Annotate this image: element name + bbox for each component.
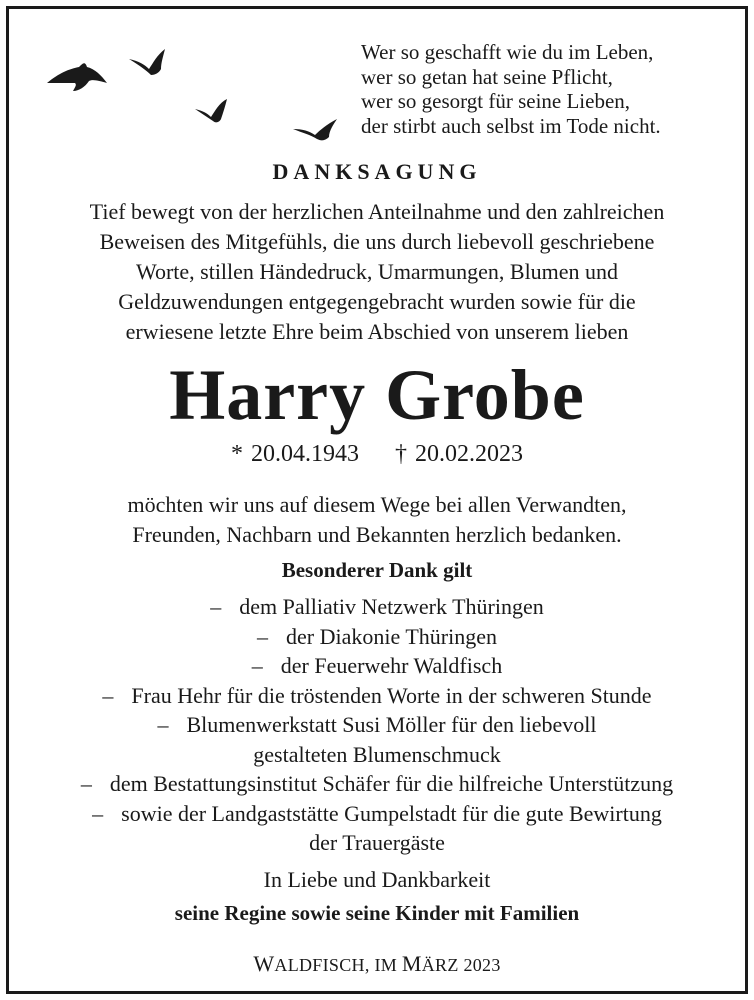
list-item: – Blumenwerkstatt Susi Möller für den liebevoll [9, 710, 745, 740]
bird-icon [47, 63, 107, 91]
poem-line: wer so gesorgt für seine Lieben, [361, 89, 631, 113]
birth-date: * 20.04.1943 [231, 441, 359, 467]
list-item: – dem Bestattungsinstitut Schäfer für die hilfreiche Unterstützung [9, 769, 745, 799]
dash-icon: – [210, 594, 222, 619]
special-thanks-list [9, 592, 745, 858]
list-item: – Frau Hehr für die tröstenden Worte in der schweren Stunde [9, 681, 745, 711]
place-date: WALDFISCH, IM MÄRZ 2023 [253, 951, 501, 976]
poem-line: Wer so geschafft wie du im Leben, [361, 40, 654, 64]
bird-icon [293, 119, 337, 140]
poem [361, 40, 661, 138]
family-signature: seine Regine sowie seine Kinder mit Familien [174, 901, 580, 925]
list-item: – der Diakonie Thüringen [9, 622, 745, 652]
deceased-name: Harry Grobe [169, 355, 585, 435]
dash-icon: – [80, 771, 92, 796]
list-item: – sowie der Landgaststätte Gumpelstadt für die gute Bewirtung [9, 799, 745, 829]
intro-line: Beweisen des Mitgefühls, die uns durch liebevoll geschriebene [99, 229, 655, 254]
list-item: – dem Palliativ Netzwerk Thüringen [9, 592, 745, 622]
heading: DANKSAGUNG [272, 159, 482, 184]
thanks-line: möchten wir uns auf diesem Wege bei allen Verwandten, [127, 492, 627, 517]
poem-line: der stirbt auch selbst im Tode nicht. [361, 113, 661, 138]
bird-icon [195, 99, 227, 122]
intro-text [9, 197, 745, 347]
list-item: – der Feuerwehr Waldfisch [9, 651, 745, 681]
death-date: † 20.02.2023 [395, 441, 523, 467]
poem-line: wer so getan hat seine Pflicht, [361, 64, 613, 89]
obituary-frame [6, 6, 748, 994]
dash-icon: – [257, 623, 268, 649]
flying-birds-illustration [39, 39, 359, 149]
list-item-continuation: der Trauergäste [309, 830, 445, 855]
bird-icon [129, 49, 165, 75]
thanks-line: Freunden, Nachbarn und Bekannten herzlich bedanken. [132, 522, 622, 547]
special-thanks-title: Besonderer Dank gilt [281, 558, 473, 582]
dash-icon: – [102, 682, 114, 708]
intro-line: Geldzuwendungen entgegengebracht wurden sowie für die [118, 289, 636, 314]
closing-line: In Liebe und Dankbarkeit [263, 867, 491, 892]
life-dates [9, 441, 745, 468]
list-item-continuation: gestalteten Blumenschmuck [253, 741, 501, 767]
thanks-text [9, 490, 745, 550]
dash-icon: – [157, 712, 169, 737]
intro-line: Tief bewegt von der herzlichen Anteilnahme und den zahlreichen [89, 199, 665, 224]
dash-icon: – [251, 653, 263, 678]
intro-line: Worte, stillen Händedruck, Umarmungen, Blumen und [135, 259, 619, 284]
intro-line: erwiesene letzte Ehre beim Abschied von unserem lieben [125, 319, 629, 344]
dash-icon: – [92, 800, 104, 826]
